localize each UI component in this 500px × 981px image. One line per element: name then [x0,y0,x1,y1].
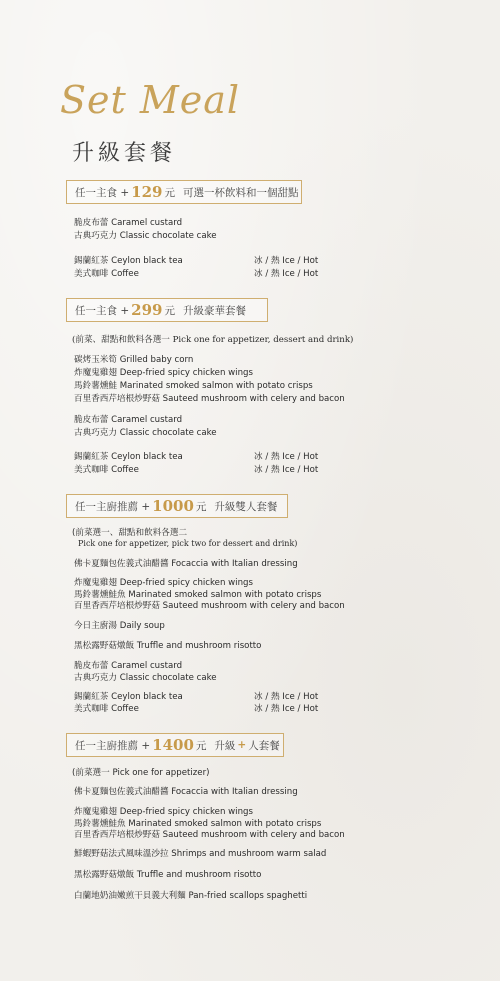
price-value: 1400 [152,736,194,754]
list-item: 佛卡夏麵包佐義式油醋醬 Focaccia with Italian dressing [74,787,298,797]
price-box-299 [66,298,268,322]
list-item: 黑松露野菇燉飯 Truffle and mushroom risotto [74,641,262,651]
price-unit: 元 [164,304,175,317]
price-unit: 元 [164,186,175,199]
drink-temp: 冰 / 熱 Ice / Hot [254,465,319,475]
drink-row [74,692,319,703]
section-note-english: Pick one for appetizer, pick two for dessert and drink) [78,539,298,548]
list-item: 古典巧克力 Classic chocolate cake [74,673,217,683]
list-item: 脆皮布蕾 Caramel custard [74,218,183,228]
drink-name: 美式咖啡 Coffee [74,269,139,279]
price-prefix: 任一主食 + [75,186,130,199]
list-item: 百里香西芹培根炒野菇 Sauteed mushroom with celery and bacon [74,394,345,404]
list-item: 脆皮布蕾 Caramel custard [74,661,183,671]
drink-temp: 冰 / 熱 Ice / Hot [254,704,319,714]
list-item: 馬鈴薯燻鮭魚 Marinated smoked salmon with potato crisps [74,590,322,600]
drink-name: 美式咖啡 Coffee [74,704,139,714]
drink-name: 錫蘭紅茶 Ceylon black tea [74,256,183,266]
price-description: 可選一杯飲料和一個甜點 [182,186,299,199]
drink-name: 錫蘭紅茶 Ceylon black tea [74,452,183,462]
price-box-1400 [66,733,284,757]
section-note: (前菜選一 Pick one for appetizer) [72,768,210,778]
drink-row [74,704,319,715]
list-item: 馬鈴薯燻鮭 Marinated smoked salmon with potato crisps [74,381,313,391]
list-item: 古典巧克力 Classic chocolate cake [74,428,217,438]
drink-temp: 冰 / 熱 Ice / Hot [254,692,319,702]
price-value: 299 [131,301,163,319]
page-title-chinese: 升級套餐 [72,141,177,166]
list-item: 馬鈴薯燻鮭魚 Marinated smoked salmon with potato crisps [74,819,322,829]
price-description: 升級 [214,739,236,752]
list-item: 炸魔鬼雞翅 Deep-fried spicy chicken wings [74,578,253,588]
price-unit: 元 [195,500,207,513]
list-item: 百里香西芹培根炒野菇 Sauteed mushroom with celery and bacon [74,830,345,840]
price-description-suffix: 人套餐 [248,739,280,752]
drink-temp: 冰 / 熱 Ice / Hot [254,452,319,462]
price-box-129 [66,180,302,204]
drink-name: 錫蘭紅茶 Ceylon black tea [74,692,183,702]
plus-sign: + [237,739,247,751]
section-note: (前菜、甜點和飲料各選一 Pick one for appetizer, dessert and drink) [72,335,354,345]
drink-temp: 冰 / 熱 Ice / Hot [254,256,319,266]
section-note: (前菜選一、甜點和飲料各選二 [72,528,188,538]
list-item: 古典巧克力 Classic chocolate cake [74,231,217,241]
list-item: 脆皮布蕾 Caramel custard [74,415,183,425]
price-box-1000 [66,494,288,518]
price-description: 升級豪華套餐 [182,304,246,317]
list-item: 百里香西芹培根炒野菇 Sauteed mushroom with celery and bacon [74,601,345,611]
drink-row [74,256,319,267]
list-item: 佛卡夏麵包佐義式油醋醬 Focaccia with Italian dressing [74,559,298,569]
price-unit: 元 [195,739,207,752]
price-prefix: 任一主食 + [75,304,130,317]
list-item: 鮮蝦野菇法式風味溫沙拉 Shrimps and mushroom warm salad [74,849,327,859]
drink-row [74,452,319,463]
list-item: 炸魔鬼雞翅 Deep-fried spicy chicken wings [74,807,253,817]
price-description: 升級雙人套餐 [214,500,278,513]
price-value: 129 [131,183,163,201]
drink-row [74,269,319,280]
drink-temp: 冰 / 熱 Ice / Hot [254,269,319,279]
price-prefix: 任一主廚推薦 + [75,500,151,513]
list-item: 碳烤玉米筍 Grilled baby corn [74,355,194,365]
list-item: 白蘭地奶油嫩煎干貝義大利麵 Pan-fried scallops spaghetti [74,891,308,901]
price-prefix: 任一主廚推薦 + [75,739,151,752]
price-value: 1000 [152,497,194,515]
list-item: 炸魔鬼雞翅 Deep-fried spicy chicken wings [74,368,253,378]
list-item: 今日主廚湯 Daily soup [74,621,165,631]
drink-name: 美式咖啡 Coffee [74,465,139,475]
drink-row [74,465,319,476]
list-item: 黑松露野菇燉飯 Truffle and mushroom risotto [74,870,262,880]
page-title-script: Set Meal [60,78,241,122]
